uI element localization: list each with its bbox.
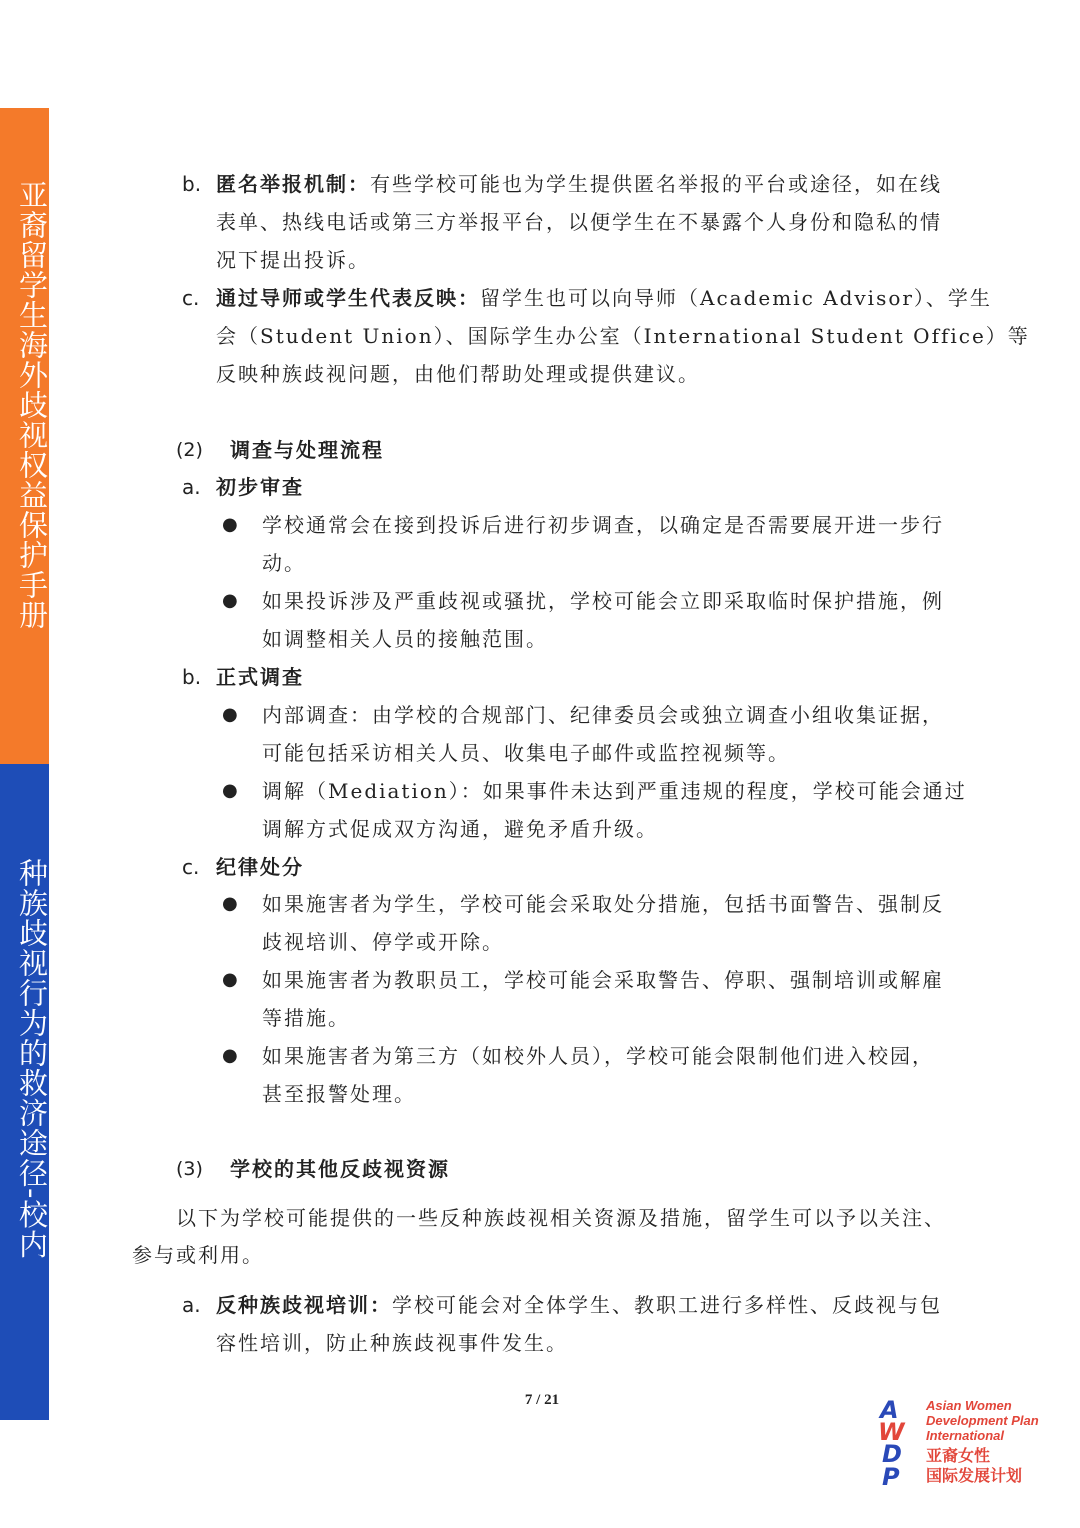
subsection-marker: c. xyxy=(182,855,200,879)
item-paragraph xyxy=(216,279,992,317)
bullet-line: 可能包括采访相关人员、收集电子邮件或监控视频等。 xyxy=(262,741,790,765)
bullet-line: 调解（Mediation）：如果事件未达到严重违规的程度，学校可能会通过 xyxy=(262,779,967,803)
bullet-line: 学校通常会在接到投诉后进行初步调查，以确定是否需要展开进一步行 xyxy=(262,513,944,537)
item-paragraph xyxy=(216,165,942,203)
item-term: 反种族歧视培训： xyxy=(216,1293,392,1317)
sidebar-top-band xyxy=(0,108,49,764)
bullet-line: 等措施。 xyxy=(262,1006,350,1030)
item-line: 留学生也可以向导师（Academic Advisor）、学生 xyxy=(480,286,992,310)
subsection-title: 正式调查 xyxy=(216,665,304,689)
item-line: 反映种族歧视问题，由他们帮助处理或提供建议。 xyxy=(216,362,700,386)
section-title: 调查与处理流程 xyxy=(230,438,384,462)
bullet-dot: ● xyxy=(222,780,238,801)
item-marker: a. xyxy=(182,1293,201,1317)
intro-line: 参与或利用。 xyxy=(132,1243,264,1267)
item-marker: c. xyxy=(182,286,200,310)
page-number: 7 / 21 xyxy=(524,1392,560,1408)
bullet-line: 如果施害者为学生，学校可能会采取处分措施，包括书面警告、强制反 xyxy=(262,892,944,916)
bullet-line: 如果施害者为第三方（如校外人员），学校可能会限制他们进入校园， xyxy=(262,1044,934,1068)
awdp-logo xyxy=(878,1396,1048,1490)
item-paragraph xyxy=(216,1286,942,1324)
item-line: 学校可能会对全体学生、教职工进行多样性、反歧视与包 xyxy=(392,1293,942,1317)
svg-text:P: P xyxy=(882,1463,900,1490)
intro-line: 以下为学校可能提供的一些反种族歧视相关资源及措施，留学生可以予以关注、 xyxy=(176,1206,946,1230)
bullet-dot: ● xyxy=(222,969,238,990)
item-term: 通过导师或学生代表反映： xyxy=(216,286,480,310)
section-title: 学校的其他反歧视资源 xyxy=(230,1157,450,1181)
sidebar-bottom-band xyxy=(0,764,49,1420)
bullet-line: 如调整相关人员的接触范围。 xyxy=(262,627,548,651)
bullet-dot: ● xyxy=(222,893,238,914)
item-line: 况下提出投诉。 xyxy=(216,248,370,272)
bullet-dot: ● xyxy=(222,514,238,535)
logo-english-text: Asian Women Development Plan International xyxy=(926,1398,1039,1443)
subsection-title: 纪律处分 xyxy=(216,855,304,879)
bullet-line: 动。 xyxy=(262,551,306,575)
item-marker: b. xyxy=(182,172,202,196)
item-term: 匿名举报机制： xyxy=(216,172,370,196)
item-line: 容性培训，防止种族歧视事件发生。 xyxy=(216,1331,568,1355)
bullet-dot: ● xyxy=(222,590,238,611)
svg-text:W: W xyxy=(878,1418,905,1446)
bullet-line: 歧视培训、停学或开除。 xyxy=(262,930,504,954)
item-line: 表单、热线电话或第三方举报平台，以便学生在不暴露个人身份和隐私的情 xyxy=(216,210,942,234)
subsection-marker: a. xyxy=(182,475,201,499)
bullet-line: 内部调查：由学校的合规部门、纪律委员会或独立调查小组收集证据， xyxy=(262,703,944,727)
awdp-logo-mark xyxy=(878,1396,918,1490)
svg-text:A: A xyxy=(880,1396,899,1424)
item-line: 有些学校可能也为学生提供匿名举报的平台或途径，如在线 xyxy=(370,172,942,196)
subsection-marker: b. xyxy=(182,665,202,689)
sidebar-top-title: 亚裔留学生海外歧视权益保护手册 xyxy=(15,180,49,630)
bullet-line: 调解方式促成双方沟通，避免矛盾升级。 xyxy=(262,817,658,841)
bullet-dot: ● xyxy=(222,704,238,725)
bullet-dot: ● xyxy=(222,1045,238,1066)
subsection-title: 初步审查 xyxy=(216,475,304,499)
section-number: (2) xyxy=(176,439,203,461)
item-line: 会（Student Union）、国际学生办公室（International Student Office）等 xyxy=(216,324,1030,348)
bullet-line: 如果施害者为教职员工，学校可能会采取警告、停职、强制培训或解雇 xyxy=(262,968,944,992)
logo-chinese-text: 亚裔女性 国际发展计划 xyxy=(926,1446,1023,1485)
bullet-line: 如果投诉涉及严重歧视或骚扰，学校可能会立即采取临时保护措施，例 xyxy=(262,589,944,613)
sidebar-bottom-title: 种族歧视行为的救济途径-校内 xyxy=(15,858,49,1260)
section-number: (3) xyxy=(176,1158,203,1180)
svg-text:D: D xyxy=(882,1440,902,1468)
bullet-line: 甚至报警处理。 xyxy=(262,1082,416,1106)
